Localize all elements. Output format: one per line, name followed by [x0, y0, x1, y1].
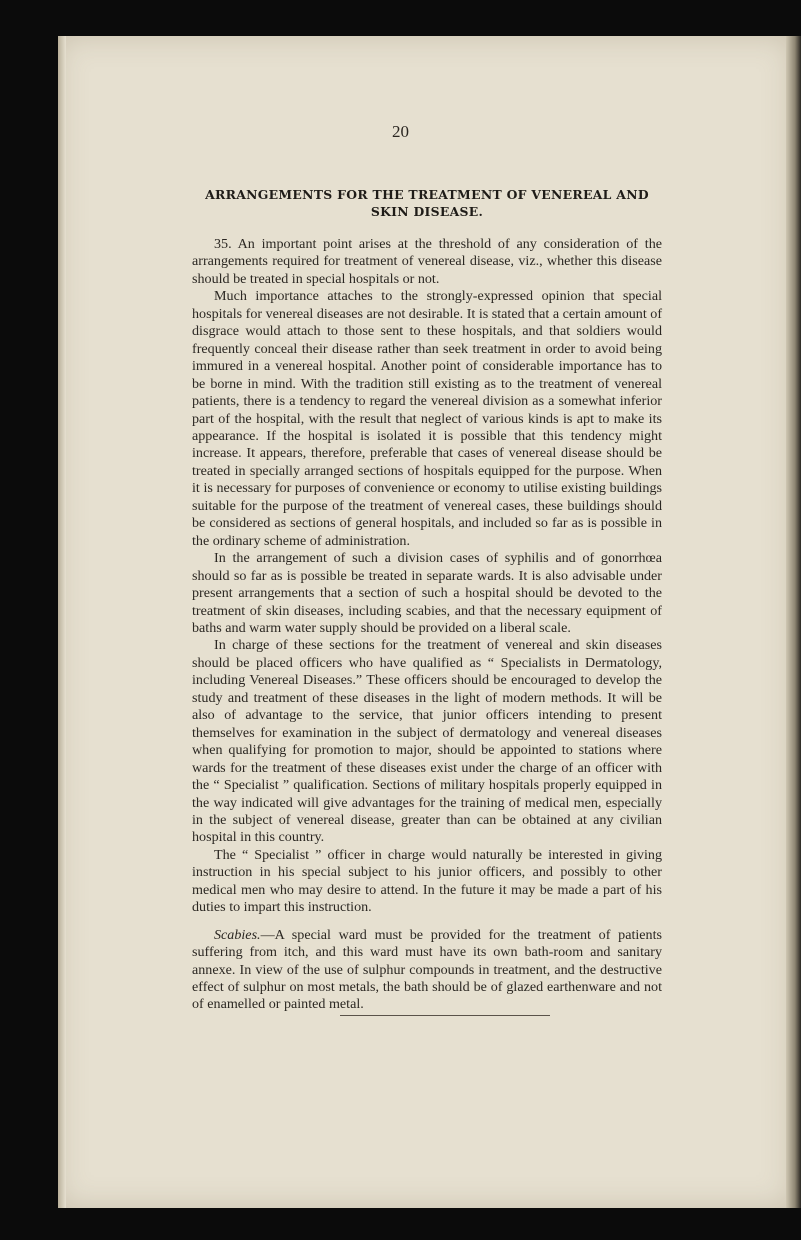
scabies-text: —A special ward must be provided for the treatment of patients suffering from itch, and this ward must have its own bath-room and sanitary annexe. In view of the use of sulphur compounds in treatment, and the destructive effect of sulphur on most metals, the bath should be of glazed earthenware and not of enamelled or painted metal. [192, 926, 662, 1013]
paragraph: 35. An important point arises at the threshold of any consideration of the arrangements required for treatment of venereal disease, viz., whether this disease should be treated in special hospitals or not. [192, 236, 662, 287]
page-number: 20 [392, 122, 409, 141]
paragraph: The “ Specialist ” officer in charge would naturally be interested in giving instruction in his special subject to his junior officers, and possibly to other medical men who may desire to attend. In the future it may be made a part of his duties to impart this instruction. [192, 846, 662, 916]
paragraph: Much importance attaches to the strongly-expressed opinion that special hospitals for venereal diseases are not desirable. It is stated that a certain amount of disgrace would attach to those sent to these hospitals, and that soldiers would frequently conceal their disease rather than seek treatment in order to avoid being immured in a venereal hospital. Another point of considerable importance has to be borne in mind. With the tradition still existing as to the treatment of venereal patients, there is a tendency to regard the venereal division as a somewhat inferior part of the hospital, with the result that neglect of various kinds is apt to make its appearance. If the hospital is isolated it is possible that this tendency might increase. It appears, therefore, preferable that cases of venereal disease should be treated in specially arranged sections of hospitals equipped for the purpose. When it is necessary for purposes of convenience or economy to utilise existing buildings suitable for the purpose of the treatment of venereal cases, these buildings should be considered as sections of general hospitals, and included so far as is possible in the ordinary scheme of administration. [192, 288, 663, 549]
body-text [192, 236, 662, 1014]
page-left-edge [58, 36, 66, 1208]
page-right-edge [786, 36, 801, 1208]
scabies-title: Scabies. [214, 926, 261, 943]
section-heading: ARRANGEMENTS FOR THE TREATMENT OF VENEREAL AND SKIN DISEASE. [205, 187, 649, 219]
paragraph: In the arrangement of such a division cases of syphilis and of gonorrhœa should so far as is possible be treated in separate wards. It is also advisable under present arrangements that a section of such a hospital should be devoted to the treatment of skin diseases, including scabies, and that the necessary equipment of baths and warm water supply should be provided on a liberal scale. [192, 550, 662, 636]
paragraph: In charge of these sections for the treatment of venereal and skin diseases should be placed officers who have qualified as “ Specialists in Dermatology, including Venereal Diseases.” These officers should be encouraged to develop the study and treatment of these diseases in the light of modern methods. It will be also of advantage to the service, that junior officers intending to present themselves for examination in the subject of dermatology and venereal diseases when qualifying for promotion to major, should be appointed to stations where wards for the treatment of these diseases exist under the charge of an officer with the “ Specialist ” qualification. Sections of military hospitals properly equipped in the way indicated will give advantages for the training of medical men, especially in the subject of venereal disease, greater than can be obtained at any civilian hospital in this country. [192, 637, 662, 846]
scabies-paragraph [192, 927, 662, 1014]
end-divider [340, 1015, 550, 1016]
